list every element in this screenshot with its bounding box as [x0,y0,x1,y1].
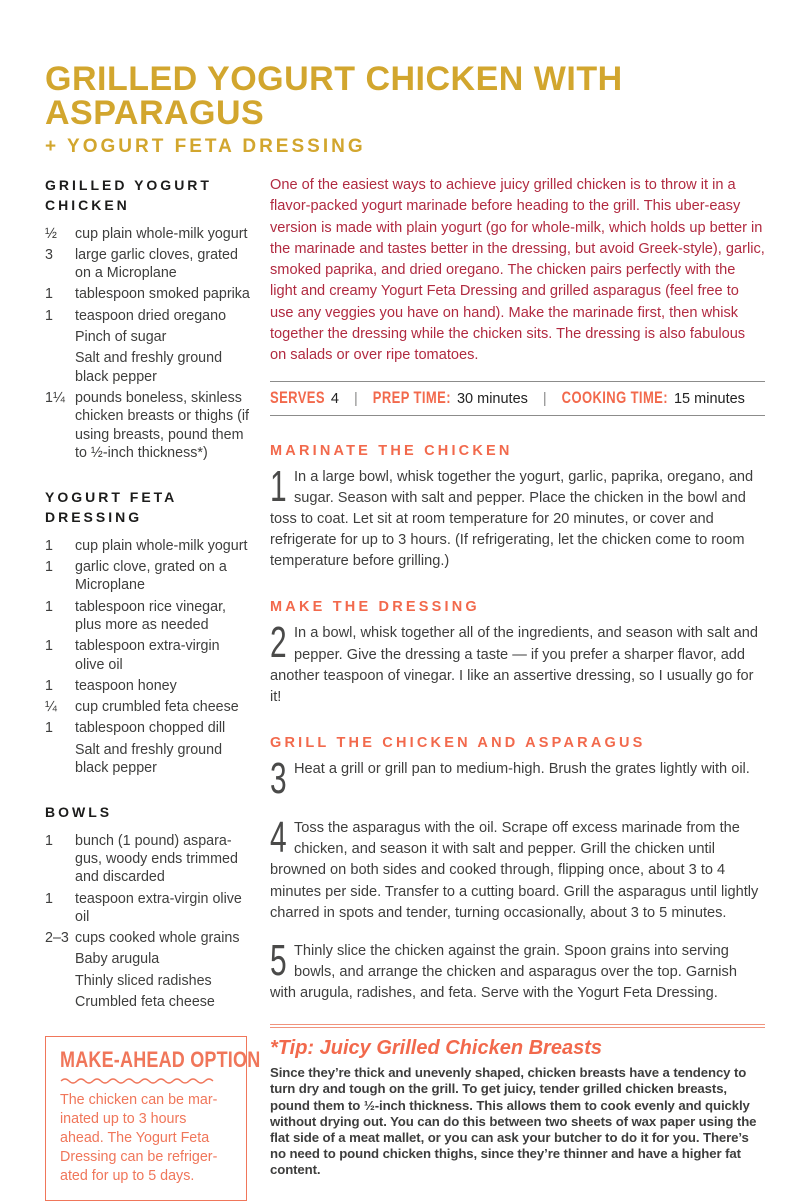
make-ahead-title: MAKE-AHEAD OPTION [60,1047,261,1073]
ingredient-text: Baby arugula [75,951,160,968]
ingredient-text: large garlic cloves, grated on a Microplane [75,246,238,282]
ingredient-text: cups cooked whole grains [75,930,240,947]
serves-value: 4 [330,390,339,407]
prep-time-label: PREP TIME: [372,387,451,407]
page-subtitle: + YOGURT FETA DRESSING [45,136,366,157]
ingredient-qty: 1 [45,638,53,655]
step-text: In a bowl, whisk together all of the ingredients, and season with salt and pepper. Give the dressing a taste — if you prefer a sharper flavor, add another teaspoon of vinegar. I like an assertive dressing, so I usually go for it! [270,625,759,705]
ingredient-text: garlic clove, grated on a Microplane [75,559,227,594]
step-number: 1 [270,461,287,511]
section-heading-marinate: MARINATE THE CHICKEN [270,442,513,459]
ingredient-qty: ¼ [45,699,57,716]
ingredient-row [45,993,251,1011]
ingredient-text: Thinly sliced radishes [75,972,212,989]
section-heading-grill: GRILL THE CHICKEN AND ASPARAGUS [270,735,646,752]
make-ahead-option-box [45,1036,261,1200]
page-title: GRILLED YOGURT CHICKEN WITH ASPARAGUS [45,60,623,132]
ingredient-qty: 1 [45,537,53,554]
recipe-step [270,813,765,924]
step-number: 3 [270,754,287,804]
step-number: 5 [270,935,287,985]
ingredient-text: teaspoon dried oregano [75,307,227,324]
ingredient-text: Pinch of sugar [75,329,167,346]
ingredient-row [45,719,251,737]
ingredient-row [45,307,251,325]
prep-time-value: 30 minutes [456,390,528,407]
ingredient-text: tablespoon smoked paprika [75,286,250,303]
ingredient-qty: 1 [45,598,53,615]
ingredient-section-title: YOGURT FETA DRESSING [45,489,177,526]
ingredient-text: pounds boneless, skinless chicken breasts or thighs (if using breasts, pound them to ½-inch thickness*) [75,389,250,461]
ingredient-section-grilled-yogurt-chicken [45,175,251,462]
ingredient-row [45,246,251,283]
recipe-step [270,935,765,1004]
ingredient-qty: 1 [45,559,53,576]
tip-title: *Tip: Juicy Grilled Chicken Breasts [270,1037,602,1060]
recipe-main-column [270,175,765,1201]
ingredient-qty: 1 [45,890,53,907]
ingredient-row [45,929,251,947]
section-heading-dressing: MAKE THE DRESSING [270,599,480,616]
ingredient-text: tablespoon extra-virgin olive oil [75,638,220,673]
ingredient-text: bunch (1 pound) asparagus, woody ends trimmed and discarded [75,832,238,886]
ingredient-qty [45,993,75,1011]
recipe-step [270,461,765,573]
ingredient-qty: 1¼ [45,389,65,406]
cooking-time-value: 15 minutes [673,390,745,407]
ingredient-row [45,972,251,990]
ingredient-row [45,537,251,555]
ingredient-row [45,285,251,303]
ingredient-row [45,741,251,778]
ingredient-qty: 3 [45,246,53,263]
step-text: Thinly slice the chicken against the grain. Spoon grains into serving bowls, and arrange the chicken and asparagus over the top. Garnish with arugula, radishes, and feta. Serve with the Yogurt Feta Dressing. [270,942,737,1002]
meta-separator: | [354,390,358,407]
serves-label: SERVES [270,387,325,407]
ingredient-text: cup crumbled feta cheese [75,699,239,716]
ingredients-sidebar [45,175,261,1201]
meta-separator: | [542,390,547,407]
ingredient-row [45,677,251,695]
ingredient-qty: 2–3 [45,930,69,947]
tip-divider [270,1024,765,1028]
ingredient-qty: 1 [45,720,53,737]
recipe-step [270,754,765,804]
recipe-meta-row [270,381,765,416]
ingredient-row [45,349,251,386]
step-number: 2 [270,618,287,668]
ingredient-qty [45,741,75,778]
step-text: Toss the asparagus with the oil. Scrape off excess marinade from the chicken, and season it with salt and pepper. Grill the chicken until browned on both sides and cooked through, flipping once, about 3 to 4 minutes per side. Transfer to a cutting board. Grill the asparagus until lightly charred in spots and tender, turning occasionally, about 3 to 5 minutes. [270,820,759,921]
ingredient-row [45,225,251,243]
ingredient-qty: 1 [45,677,53,694]
ingredient-row [45,558,251,595]
recipe-step [270,618,765,708]
ingredient-qty: ½ [45,225,57,242]
ingredient-text: cup plain whole-milk yogurt [75,537,248,554]
ingredient-section-yogurt-feta-dressing [45,487,251,777]
ingredient-section-bowls [45,802,251,1011]
ingredient-row [45,389,251,462]
ingredient-text: teaspoon extra-virgin olive oil [75,890,242,925]
ingredient-text: teaspoon honey [75,677,177,694]
tip-body: Since they’re thick and unevenly shaped, chicken breasts have a tendency to turn dry and tough on the grill. To get juicy, tender grilled chicken breasts, pound them to ½-inch thickness. This allows them to cook evenly and quickly without drying out. You can do this between two sheets of wax paper using the flat side of a meat mallet, or you can ask your butcher to do it for you. There’s no need to pound chicken thighs, since they’re thinner and have a higher fat content. [270,1065,757,1177]
ingredient-qty: 1 [45,832,53,849]
ingredient-row [45,637,251,674]
ingredient-text: Salt and freshly ground black pepper [75,350,223,385]
ingredient-qty [45,328,75,346]
ingredient-row [45,950,251,968]
ingredient-qty [45,349,75,386]
ingredient-section-title: BOWLS [45,804,113,821]
ingredient-text: tablespoon chopped dill [75,720,226,737]
ingredient-qty: 1 [45,286,53,303]
ingredient-row [45,832,251,887]
ingredient-row [45,890,251,927]
make-ahead-body: The chicken can be marinated up to 3 hours ahead. The Yogurt Feta Dressing can be refrigerated for up to 5 days. [60,1092,218,1184]
ingredient-text: tablespoon rice vinegar, plus more as needed [75,598,227,633]
wavy-underline-icon [60,1076,218,1084]
step-number: 4 [270,813,287,863]
ingredient-text: Crumbled feta cheese [75,993,215,1010]
step-text: In a large bowl, whisk together the yogurt, garlic, paprika, oregano, and sugar. Season with salt and pepper. Place the chicken in the bowl and toss to coat. Let sit at room temperature for 20 minutes, or cover and refrigerate for up to 3 hours. (If refrigerating, let the chicken come to room temperature before grilling.) [270,468,754,570]
ingredient-row [45,698,251,716]
ingredient-row [45,328,251,346]
ingredient-qty [45,950,75,968]
ingredient-text: cup plain whole-milk yogurt [75,225,248,242]
ingredient-row [45,598,251,635]
content-columns [45,175,765,1201]
ingredient-text: Salt and freshly ground black pepper [75,741,223,777]
step-text: Heat a grill or grill pan to medium-high. Brush the grates lightly with oil. [294,761,750,778]
cooking-time-label: COOKING TIME: [561,387,668,407]
ingredient-qty [45,972,75,990]
ingredient-section-title: GRILLED YOGURT CHICKEN [45,177,212,214]
recipe-intro: One of the easiest ways to achieve juicy grilled chicken is to throw it in a flavor-packed yogurt marinade before heading to the grill. This uber-easy version is made with plain yogurt (go for whole-milk, which holds up better in the marinade and tastes better in the dressing, but avoid Greek-style), garlic, smoked paprika, and dried oregano. The chicken pairs perfectly with the light and creamy Yogurt Feta Dressing and grilled asparagus (feel free to use any veggies you have on hand). Make the marinade first, then whisk together the dressing while the chicken sits. The dressing is also fabulous on salads or over ripe tomatoes. [270,177,765,364]
ingredient-qty: 1 [45,307,53,324]
